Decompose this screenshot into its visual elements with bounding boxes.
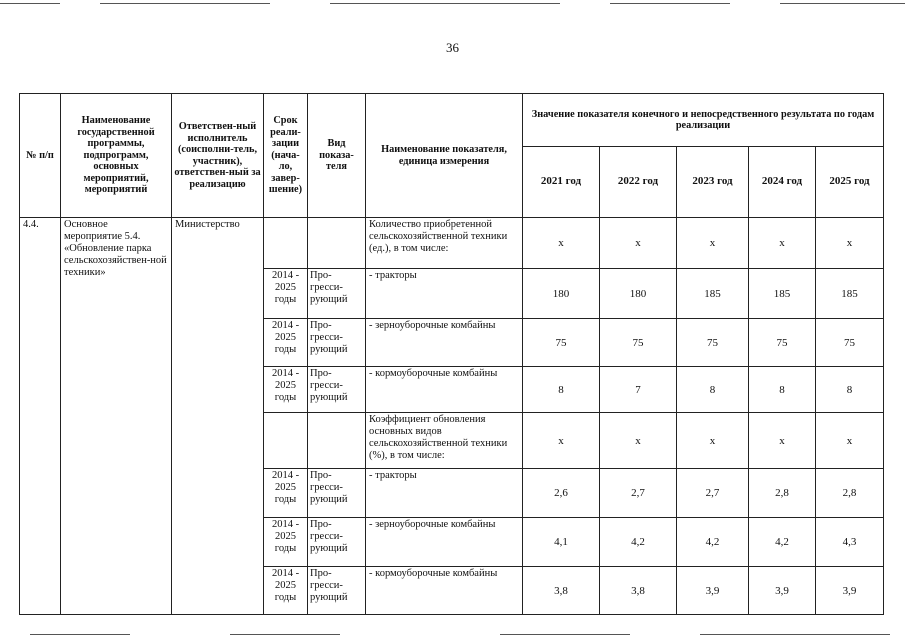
value-cell: 4,1 (523, 518, 600, 567)
term-cell (264, 413, 308, 469)
header-values-group: Значение показателя конечного и непосредственного результата по годам реализации (523, 94, 884, 147)
indicator-cell: - тракторы (366, 269, 523, 319)
header-year: 2023 год (677, 147, 749, 218)
value-cell: 2,8 (816, 469, 884, 518)
value-cell: 75 (600, 319, 677, 367)
scan-edge-line (500, 634, 630, 635)
value-cell: 2,7 (600, 469, 677, 518)
header-program-name: Наименование государственной программы, подпрограмм, основных мероприятий, мероприятий (61, 94, 172, 218)
activity-number: 4.4. (20, 218, 61, 615)
scan-edge-line (30, 634, 130, 635)
header-indicator-kind: Вид показа-теля (308, 94, 366, 218)
kind-cell: Про-гресси-рующий (308, 319, 366, 367)
kind-cell: Про-гресси-рующий (308, 469, 366, 518)
value-cell: x (677, 218, 749, 269)
value-cell: x (677, 413, 749, 469)
scan-edge-line (610, 3, 730, 4)
value-cell: 3,9 (749, 567, 816, 615)
value-cell: 185 (677, 269, 749, 319)
term-cell: 2014 - 2025 годы (264, 469, 308, 518)
value-cell: 8 (677, 367, 749, 413)
value-cell: 2,7 (677, 469, 749, 518)
scan-edge-line (700, 634, 890, 635)
kind-cell: Про-гресси-рующий (308, 518, 366, 567)
value-cell: 180 (523, 269, 600, 319)
indicators-table (19, 93, 884, 615)
kind-cell (308, 413, 366, 469)
term-cell: 2014 - 2025 годы (264, 319, 308, 367)
activity-responsible: Министерство (172, 218, 264, 615)
value-cell: 3,9 (677, 567, 749, 615)
term-cell: 2014 - 2025 годы (264, 518, 308, 567)
value-cell: x (600, 413, 677, 469)
header-year: 2022 год (600, 147, 677, 218)
term-cell (264, 218, 308, 269)
value-cell: 8 (749, 367, 816, 413)
value-cell: 8 (816, 367, 884, 413)
header-indicator-name: Наименование показателя, единица измерения (366, 94, 523, 218)
indicator-cell: Количество приобретенной сельскохозяйственной техники (ед.), в том числе: (366, 218, 523, 269)
value-cell: 185 (749, 269, 816, 319)
header-num: № п/п (20, 94, 61, 218)
header-row (20, 94, 884, 147)
value-cell: 4,2 (677, 518, 749, 567)
kind-cell: Про-гресси-рующий (308, 567, 366, 615)
indicator-cell: - зерноуборочные комбайны (366, 319, 523, 367)
value-cell: 3,8 (600, 567, 677, 615)
value-cell: 3,8 (523, 567, 600, 615)
value-cell: 3,9 (816, 567, 884, 615)
value-cell: x (523, 413, 600, 469)
indicator-cell: Коэффициент обновления основных видов сельскохозяйственной техники (%), в том числе: (366, 413, 523, 469)
value-cell: x (523, 218, 600, 269)
kind-cell: Про-гресси-рующий (308, 269, 366, 319)
scan-edge-line (100, 3, 270, 4)
value-cell: x (816, 413, 884, 469)
scan-edge-line (0, 3, 60, 4)
value-cell: 75 (677, 319, 749, 367)
kind-cell (308, 218, 366, 269)
value-cell: 75 (749, 319, 816, 367)
value-cell: x (749, 413, 816, 469)
value-cell: 4,3 (816, 518, 884, 567)
value-cell: 2,8 (749, 469, 816, 518)
term-cell: 2014 - 2025 годы (264, 567, 308, 615)
page-number: 36 (446, 40, 459, 55)
header-year: 2025 год (816, 147, 884, 218)
value-cell: 75 (523, 319, 600, 367)
kind-cell: Про-гресси-рующий (308, 367, 366, 413)
value-cell: 4,2 (749, 518, 816, 567)
value-cell: 7 (600, 367, 677, 413)
value-cell: 75 (816, 319, 884, 367)
scan-edge-line (780, 3, 905, 4)
term-cell: 2014 - 2025 годы (264, 269, 308, 319)
scan-edge-line (330, 3, 560, 4)
indicator-cell: - тракторы (366, 469, 523, 518)
term-cell: 2014 - 2025 годы (264, 367, 308, 413)
indicator-cell: - зерноуборочные комбайны (366, 518, 523, 567)
header-responsible: Ответствен-ный исполнитель (соисполни-тель, участник), ответствен-ный за реализацию (172, 94, 264, 218)
activity-name: Основное мероприятие 5.4. «Обновление парка сельскохозяйствен-ной техники» (61, 218, 172, 615)
header-term: Срок реали-зации (нача-ло, завер-шение) (264, 94, 308, 218)
header-year: 2024 год (749, 147, 816, 218)
indicator-cell: - кормоуборочные комбайны (366, 567, 523, 615)
value-cell: x (816, 218, 884, 269)
value-cell: 185 (816, 269, 884, 319)
scan-edge-line (230, 634, 340, 635)
value-cell: 8 (523, 367, 600, 413)
value-cell: 180 (600, 269, 677, 319)
value-cell: 4,2 (600, 518, 677, 567)
header-year: 2021 год (523, 147, 600, 218)
indicator-cell: - кормоуборочные комбайны (366, 367, 523, 413)
value-cell: x (749, 218, 816, 269)
value-cell: x (600, 218, 677, 269)
table-row (20, 218, 884, 269)
value-cell: 2,6 (523, 469, 600, 518)
